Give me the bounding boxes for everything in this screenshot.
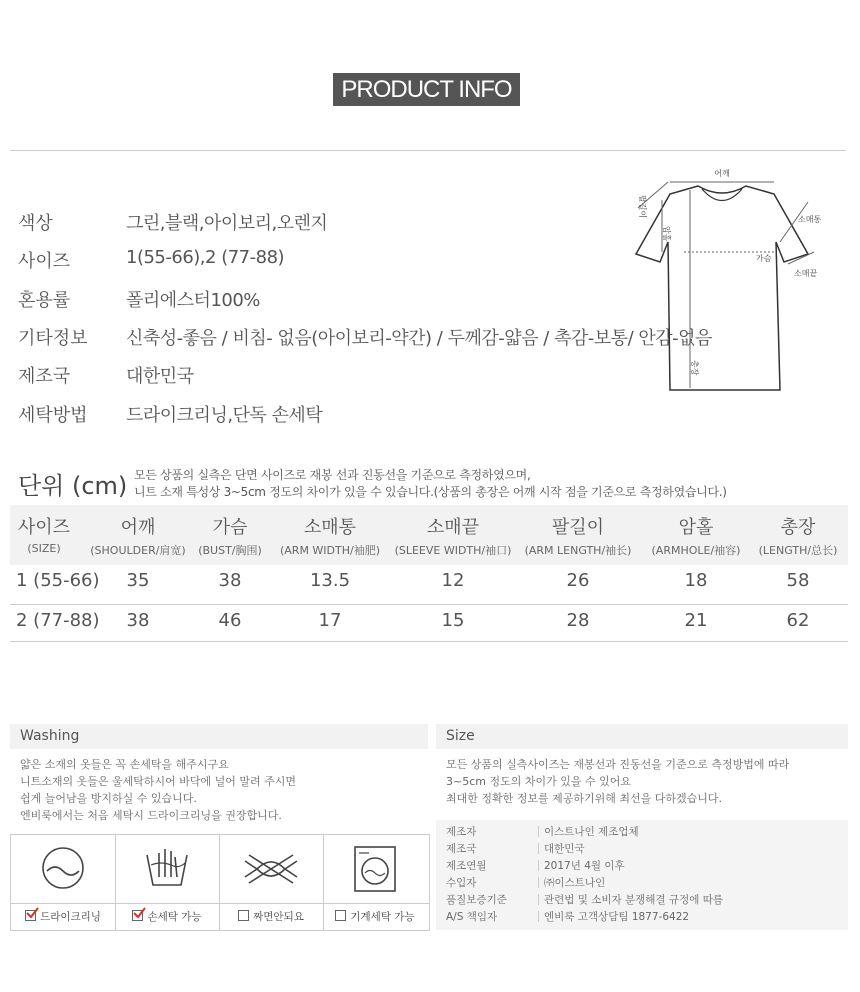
hand-wash-icon — [115, 835, 219, 903]
unit-label: 단위 (cm) — [18, 472, 128, 500]
washing-title: Washing — [10, 724, 428, 749]
diagram-label-armhole: 암홀 — [662, 226, 671, 242]
diagram-label-sleeve-length: 팔길이 — [638, 195, 647, 219]
care-dry-clean — [11, 835, 116, 930]
spec-size — [18, 247, 678, 285]
cell-arm-length: 28 — [566, 610, 590, 631]
divider — [538, 894, 539, 905]
machine-wash-icon — [323, 835, 427, 903]
divider — [538, 877, 539, 888]
care-symbols — [10, 834, 430, 931]
care-label-text: 손세탁 가능 — [147, 911, 202, 923]
size-table-header — [10, 505, 848, 565]
care-label — [11, 909, 115, 924]
washing-line: 얇은 소재의 옷들은 꼭 손세탁을 해주시구요 — [20, 758, 229, 771]
spec-wash — [18, 401, 678, 439]
info-key: 제조국 — [446, 843, 477, 855]
washing-line: 엔비룩에서는 처음 세탁시 드라이크리닝을 권장합니다. — [20, 809, 282, 822]
info-value: 엔비룩 고객상담팀 1877-6422 — [544, 911, 690, 923]
cell-sleeve-width: 12 — [441, 570, 465, 591]
care-hand-wash — [115, 835, 220, 930]
divider — [538, 826, 539, 837]
washing-line: 쉽게 늘어남을 방지하실 수 있습니다. — [20, 792, 197, 805]
spec-other — [18, 324, 712, 362]
info-key: 제조연월 — [446, 860, 487, 872]
header-shoulder: 어깨 — [120, 517, 156, 538]
spec-label: 혼용률 — [18, 290, 71, 311]
row-divider — [10, 641, 848, 642]
table-row — [10, 570, 848, 600]
info-value: 대한민국 — [544, 843, 585, 855]
care-label — [115, 909, 219, 924]
divider — [538, 860, 539, 871]
care-label-text: 짜면안되요 — [253, 911, 304, 923]
header-arm-length-en: (ARM LENGTH/袖长) — [524, 544, 632, 557]
header-size-en: (SIZE) — [27, 542, 61, 555]
dry-clean-icon — [11, 835, 115, 903]
cell-armhole: 21 — [684, 610, 708, 631]
size-line: 모든 상품의 실측사이즈는 재봉선과 진동선을 기준으로 측정방법에 따라 — [446, 758, 790, 771]
spec-origin — [18, 362, 678, 400]
header-arm-width: 소매통 — [303, 517, 357, 538]
header-sleeve-width-en: (SLEEVE WIDTH/袖口) — [394, 544, 512, 557]
cell-shoulder: 35 — [126, 570, 150, 591]
spec-label: 색상 — [18, 213, 53, 234]
spec-label: 세탁방법 — [18, 405, 88, 426]
spec-value: 폴리에스터100% — [126, 290, 260, 311]
cell-size: 1 (55-66) — [16, 570, 100, 591]
tshirt-measure-diagram — [630, 160, 830, 400]
info-key: 제조자 — [446, 826, 477, 838]
cell-arm-width: 13.5 — [309, 570, 351, 591]
diagram-label-shoulder: 어깨 — [714, 169, 730, 178]
checkbox — [238, 910, 249, 921]
cell-shoulder: 38 — [126, 610, 150, 631]
info-value: 이스트나인 제조업체 — [544, 826, 639, 838]
size-line: 최대한 정확한 정보를 제공하기위해 최선을 다하겠습니다. — [446, 792, 723, 805]
diagram-label-length: 총장 — [690, 360, 699, 376]
spec-value: 대한민국 — [126, 366, 194, 387]
cell-length: 58 — [786, 570, 810, 591]
info-value: 2017년 4월 이후 — [544, 860, 625, 872]
header-armhole: 암홀 — [678, 517, 714, 538]
cell-armhole: 18 — [684, 570, 708, 591]
header-length-en: (LENGTH/总长) — [758, 544, 838, 557]
washing-line: 니트소재의 옷들은 울세탁하시어 바닥에 널어 말려 주시면 — [20, 775, 297, 788]
unit-note-1: 모든 상품의 실측은 단면 사이즈로 재봉 선과 진동선을 기준으로 측정하였으며, — [134, 468, 531, 482]
size-panel-text — [446, 756, 789, 807]
cell-sleeve-width: 15 — [441, 610, 465, 631]
checkbox — [25, 910, 36, 921]
care-machine-wash — [323, 835, 427, 930]
header-arm-length: 팔길이 — [551, 517, 605, 538]
cell-bust: 38 — [218, 570, 242, 591]
care-label-text: 드라이크리닝 — [40, 911, 101, 923]
size-panel-title: Size — [436, 724, 848, 749]
cell-arm-width: 17 — [318, 610, 342, 631]
info-key: 품질보증기준 — [446, 894, 507, 906]
product-info-title: PRODUCT INFO — [333, 73, 520, 106]
care-label — [323, 909, 427, 924]
checkbox — [132, 910, 143, 921]
care-label — [219, 909, 323, 924]
care-label-text: 기계세탁 가능 — [350, 911, 415, 923]
divider — [10, 150, 846, 151]
info-value: ㈜이스트나인 — [544, 877, 606, 889]
row-divider — [10, 604, 848, 605]
info-value: 관련법 및 소비자 분쟁해결 규정에 따름 — [544, 894, 723, 906]
header-length: 총장 — [780, 517, 816, 538]
unit-note-2: 니트 소재 특성상 3~5cm 정도의 차이가 있을 수 있습니다.(상품의 총장은 어깨 시작 점을 기준으로 측정하였습니다.) — [134, 485, 727, 499]
divider — [538, 911, 539, 922]
info-key: 수입자 — [446, 877, 477, 889]
info-key: A/S 책임자 — [446, 911, 498, 923]
cell-size: 2 (77-88) — [16, 610, 100, 631]
washing-text — [20, 756, 296, 824]
cell-arm-length: 26 — [566, 570, 590, 591]
header-sleeve-width: 소매끝 — [426, 517, 480, 538]
cell-bust: 46 — [218, 610, 242, 631]
size-line: 3~5cm 정도의 차이가 있을 수 있어요 — [446, 775, 631, 788]
spec-label: 제조국 — [18, 366, 71, 387]
spec-value: 그린,블랙,아이보리,오렌지 — [126, 213, 328, 234]
cell-length: 62 — [786, 610, 810, 631]
spec-label: 사이즈 — [18, 251, 71, 272]
divider — [538, 843, 539, 854]
header-bust-en: (BUST/胸围) — [198, 544, 262, 557]
check-mark-icon — [132, 907, 146, 919]
spec-label: 기타정보 — [18, 328, 88, 349]
care-no-wring — [219, 835, 324, 930]
checkbox — [335, 910, 346, 921]
spec-color — [18, 209, 678, 247]
spec-material — [18, 286, 678, 324]
spec-value: 드라이크리닝,단독 손세탁 — [126, 405, 323, 426]
spec-value: 신축성-좋음 / 비침- 없음(아이보리-약간) / 두께감-얇음 / 촉감-보통/ 안감-없음 — [126, 328, 712, 349]
header-armhole-en: (ARMHOLE/袖容) — [651, 544, 741, 557]
header-bust: 가슴 — [212, 517, 248, 538]
diagram-label-bust: 가슴 — [756, 254, 772, 263]
diagram-label-sleeve-width: 소매끝 — [794, 269, 818, 278]
spec-value: 1(55-66),2 (77-88) — [126, 247, 285, 268]
product-info-table — [436, 820, 848, 930]
header-arm-width-en: (ARM WIDTH/袖肥) — [279, 544, 381, 557]
no-wring-icon — [219, 835, 323, 903]
header-shoulder-en: (SHOULDER/肩宽) — [90, 544, 186, 557]
table-row — [10, 610, 848, 640]
header-size: 사이즈 — [17, 517, 71, 538]
check-mark-icon — [25, 907, 39, 919]
diagram-label-arm-width: 소매통 — [798, 215, 822, 224]
